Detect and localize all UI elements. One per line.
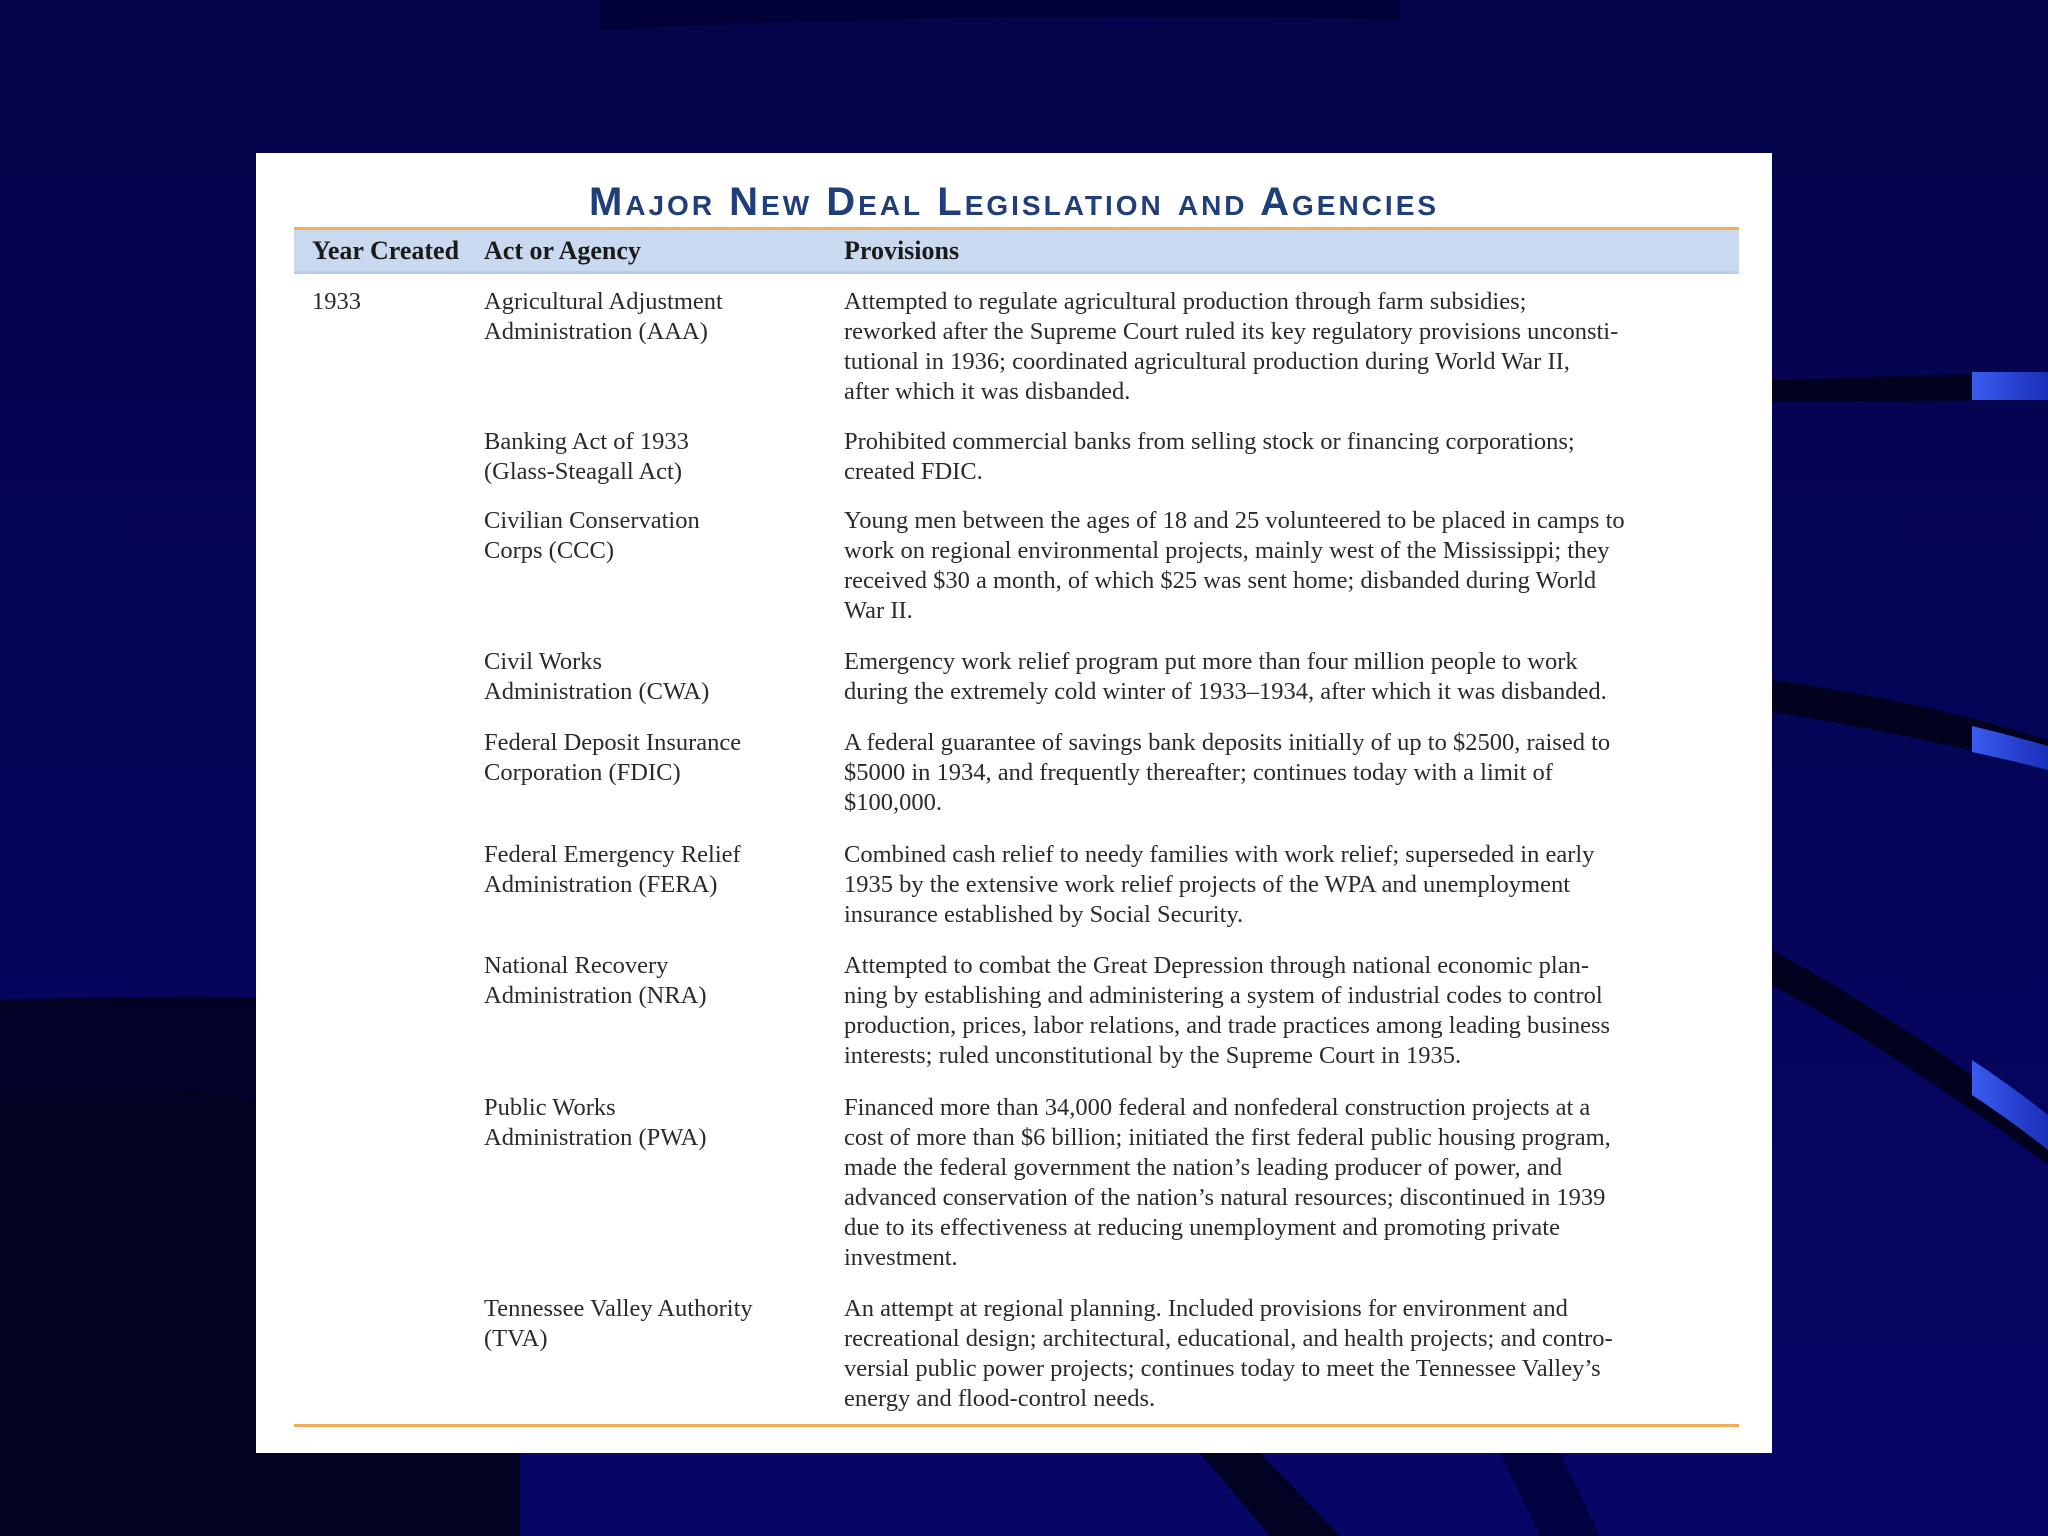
cell-year	[294, 647, 484, 728]
cell-act: Federal Deposit Insurance Corporation (FDIC)	[484, 729, 742, 786]
table-row	[294, 951, 1739, 1093]
cell-provisions: An attempt at regional planning. Included provisions for environment and recreational design; architectural, educational, and health projects; and contro- versial public power projects; continues today to meet the Tennessee Valley’s energy and flood-control needs.	[844, 1295, 1613, 1412]
cell-act: Civil Works Administration (CWA)	[484, 648, 710, 705]
table-row	[294, 728, 1739, 840]
cell-act: Federal Emergency Relief Administration (FERA)	[484, 841, 741, 898]
cell-year	[294, 728, 484, 840]
cell-provisions: Emergency work relief program put more than four million people to work during the extremely cold winter of 1933–1934, after which it was disbanded.	[844, 648, 1607, 705]
cell-provisions: Financed more than 34,000 federal and nonfederal construction projects at a cost of more than $6 billion; initiated the first federal public housing program, made the federal government the nation’s leading producer of power, and advanced conservation of the nation’s natural resources; discontinued in 1939 due to its effectiveness at reducing unemployment and promoting private investment.	[844, 1094, 1611, 1271]
cell-year	[294, 427, 484, 506]
legislation-table	[294, 227, 1739, 1427]
table-row	[294, 506, 1739, 647]
table-row	[294, 840, 1739, 951]
cell-provisions: Attempted to regulate agricultural production through farm subsidies; reworked after the Supreme Court ruled its key regulatory provisions unconsti- tutional in 1936; coordinated agricultural production during World War II, after which it was disbanded.	[844, 288, 1619, 405]
cell-year	[294, 506, 484, 647]
cell-year: 1933	[312, 288, 361, 315]
table-row	[294, 1294, 1739, 1424]
table-panel	[256, 153, 1772, 1453]
cell-act: Banking Act of 1933 (Glass-Steagall Act)	[484, 428, 689, 485]
cell-year	[294, 1294, 484, 1424]
table-row	[294, 647, 1739, 728]
table-row	[294, 287, 1739, 427]
header-act: Act or Agency	[484, 235, 641, 265]
table-body	[294, 274, 1739, 1424]
cell-year	[294, 840, 484, 951]
table-header-row	[294, 230, 1739, 274]
header-year: Year Created	[312, 235, 460, 265]
bottom-rule	[294, 1424, 1739, 1427]
cell-act: Civilian Conservation Corps (CCC)	[484, 507, 700, 564]
cell-act: Public Works Administration (PWA)	[484, 1094, 707, 1151]
cell-provisions: Prohibited commercial banks from selling stock or financing corporations; created FDIC.	[844, 428, 1575, 485]
cell-act: National Recovery Administration (NRA)	[484, 952, 707, 1009]
cell-provisions: Attempted to combat the Great Depression through national economic plan- ning by establishing and administering a system of industrial codes to control production, prices, labor relations, and trade practices among leading business interests; ruled unconstitutional by the Supreme Court in 1935.	[844, 952, 1611, 1069]
table-row	[294, 427, 1739, 506]
cell-act: Agricultural Adjustment Administration (AAA)	[484, 288, 723, 345]
cell-provisions: A federal guarantee of savings bank deposits initially of up to $2500, raised to $5000 in 1934, and frequently thereafter; continues today with a limit of $100,000.	[844, 729, 1611, 816]
cell-year	[294, 951, 484, 1093]
table-row	[294, 1093, 1739, 1294]
cell-act: Tennessee Valley Authority (TVA)	[484, 1295, 753, 1352]
cell-year	[294, 1093, 484, 1294]
cell-provisions: Combined cash relief to needy families with work relief; superseded in early 1935 by the extensive work relief projects of the WPA and unemployment insurance established by Social Security.	[844, 841, 1595, 928]
cell-provisions: Young men between the ages of 18 and 25 volunteered to be placed in camps to work on regional environmental projects, mainly west of the Mississippi; they received $30 a month, of which $25 was sent home; disbanded during World War II.	[844, 507, 1625, 624]
header-provisions: Provisions	[844, 235, 960, 265]
table-title: Major New Deal Legislation and Agencies	[588, 180, 1440, 224]
